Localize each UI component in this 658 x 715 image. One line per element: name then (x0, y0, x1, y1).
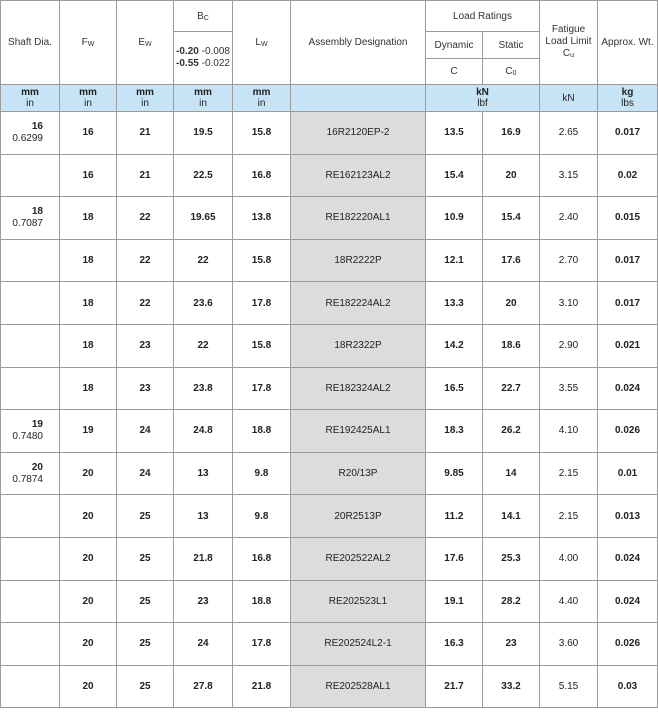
unit-ew: mm in (117, 85, 174, 112)
header-approx-weight: Approx. Wt. (598, 1, 658, 85)
fatigue-limit-cell: 4.00 (540, 537, 598, 580)
assembly-designation-cell: RE202524L2-1 (291, 623, 426, 666)
fw-cell: 20 (60, 623, 117, 666)
ew-cell: 22 (117, 197, 174, 240)
lw-cell: 16.8 (233, 154, 291, 197)
table-row (1, 197, 658, 240)
lw-cell: 16.8 (233, 537, 291, 580)
fw-cell: 16 (60, 154, 117, 197)
unit-weight: kg lbs (598, 85, 658, 112)
shaft-dia-cell (1, 452, 60, 495)
shaft-in: 0.7087 (12, 217, 43, 229)
header-fatigue-load-limit: Fatigue Load Limit Cu (540, 1, 598, 85)
static-load-cell: 23 (483, 623, 540, 666)
shaft-dia-cell (1, 367, 60, 410)
fw-cell: 18 (60, 197, 117, 240)
dynamic-load-cell: 16.3 (426, 623, 483, 666)
header-static: Static (483, 32, 540, 59)
static-load-cell: 26.2 (483, 410, 540, 453)
weight-cell: 0.026 (598, 623, 658, 666)
dynamic-load-cell: 14.2 (426, 324, 483, 367)
table-row (1, 580, 658, 623)
static-load-cell: 28.2 (483, 580, 540, 623)
shaft-mm: 18 (31, 205, 43, 217)
unit-load-ratings: kN lbf (426, 85, 540, 112)
ew-cell: 25 (117, 665, 174, 708)
assembly-designation-cell: 18R2322P (291, 324, 426, 367)
weight-cell: 0.026 (598, 410, 658, 453)
weight-cell: 0.02 (598, 154, 658, 197)
ew-cell: 25 (117, 623, 174, 666)
bc-cell: 23.8 (174, 367, 233, 410)
shaft-dia-cell (1, 112, 60, 155)
assembly-designation-cell: RE192425AL1 (291, 410, 426, 453)
bc-cell: 13 (174, 452, 233, 495)
units-row (1, 85, 658, 112)
fw-cell: 18 (60, 239, 117, 282)
lw-cell: 9.8 (233, 495, 291, 538)
shaft-in: 0.7480 (12, 430, 43, 442)
shaft-dia-cell (1, 580, 60, 623)
header-c: C (426, 59, 483, 85)
fw-cell: 20 (60, 537, 117, 580)
fw-cell: 20 (60, 495, 117, 538)
lw-cell: 15.8 (233, 324, 291, 367)
shaft-dia-cell (1, 665, 60, 708)
bc-cell: 23 (174, 580, 233, 623)
bc-cell: 27.8 (174, 665, 233, 708)
shaft-dia-cell (1, 623, 60, 666)
static-load-cell: 16.9 (483, 112, 540, 155)
header-lw: LW (233, 1, 291, 85)
shaft-in: 0.7874 (12, 473, 43, 485)
dynamic-load-cell: 18.3 (426, 410, 483, 453)
table-row (1, 154, 658, 197)
table-row (1, 112, 658, 155)
weight-cell: 0.017 (598, 239, 658, 282)
dynamic-load-cell: 13.3 (426, 282, 483, 325)
shaft-dia-cell (1, 239, 60, 282)
shaft-in: 0.6299 (12, 132, 43, 144)
static-load-cell: 14.1 (483, 495, 540, 538)
bc-cell: 22 (174, 239, 233, 282)
data-rows (1, 112, 658, 708)
table-row (1, 410, 658, 453)
header-dynamic: Dynamic (426, 32, 483, 59)
bc-cell: 22.5 (174, 154, 233, 197)
assembly-designation-cell: RE182324AL2 (291, 367, 426, 410)
weight-cell: 0.01 (598, 452, 658, 495)
assembly-designation-cell: R20/13P (291, 452, 426, 495)
fatigue-limit-cell: 3.60 (540, 623, 598, 666)
fatigue-limit-cell: 2.15 (540, 495, 598, 538)
shaft-dia-cell (1, 197, 60, 240)
static-load-cell: 20 (483, 154, 540, 197)
shaft-dia-cell (1, 410, 60, 453)
lw-cell: 21.8 (233, 665, 291, 708)
assembly-designation-cell: 20R2513P (291, 495, 426, 538)
lw-cell: 15.8 (233, 239, 291, 282)
ew-cell: 25 (117, 495, 174, 538)
bc-cell: 13 (174, 495, 233, 538)
bc-cell: 24.8 (174, 410, 233, 453)
static-load-cell: 25.3 (483, 537, 540, 580)
table-row (1, 367, 658, 410)
static-load-cell: 33.2 (483, 665, 540, 708)
dynamic-load-cell: 19.1 (426, 580, 483, 623)
dynamic-load-cell: 11.2 (426, 495, 483, 538)
lw-cell: 13.8 (233, 197, 291, 240)
bc-cell: 19.5 (174, 112, 233, 155)
fw-cell: 18 (60, 282, 117, 325)
shaft-dia-cell (1, 495, 60, 538)
dynamic-load-cell: 21.7 (426, 665, 483, 708)
fw-cell: 16 (60, 112, 117, 155)
static-load-cell: 18.6 (483, 324, 540, 367)
shaft-dia-cell (1, 154, 60, 197)
assembly-designation-cell: RE182220AL1 (291, 197, 426, 240)
fw-cell: 20 (60, 580, 117, 623)
assembly-designation-cell: 16R2120EP-2 (291, 112, 426, 155)
lw-cell: 17.8 (233, 367, 291, 410)
assembly-designation-cell: RE162123AL2 (291, 154, 426, 197)
header-bc-tolerance: -0.20 -0.008 -0.55 -0.022 (174, 32, 233, 85)
lw-cell: 15.8 (233, 112, 291, 155)
weight-cell: 0.013 (598, 495, 658, 538)
shaft-dia-cell (1, 324, 60, 367)
static-load-cell: 20 (483, 282, 540, 325)
table-row (1, 537, 658, 580)
header-ew: EW (117, 1, 174, 85)
dynamic-load-cell: 13.5 (426, 112, 483, 155)
dynamic-load-cell: 9.85 (426, 452, 483, 495)
bc-cell: 24 (174, 623, 233, 666)
assembly-designation-cell: RE202523L1 (291, 580, 426, 623)
unit-lw: mm in (233, 85, 291, 112)
static-load-cell: 17.6 (483, 239, 540, 282)
fw-cell: 18 (60, 367, 117, 410)
weight-cell: 0.015 (598, 197, 658, 240)
shaft-mm: 16 (31, 120, 43, 132)
fatigue-limit-cell: 2.65 (540, 112, 598, 155)
weight-cell: 0.03 (598, 665, 658, 708)
fw-cell: 18 (60, 324, 117, 367)
bc-cell: 21.8 (174, 537, 233, 580)
ew-cell: 25 (117, 537, 174, 580)
fw-cell: 20 (60, 452, 117, 495)
static-load-cell: 14 (483, 452, 540, 495)
dynamic-load-cell: 12.1 (426, 239, 483, 282)
unit-bc: mm in (174, 85, 233, 112)
ew-cell: 21 (117, 112, 174, 155)
ew-cell: 23 (117, 367, 174, 410)
shaft-dia-cell (1, 282, 60, 325)
lw-cell: 9.8 (233, 452, 291, 495)
dynamic-load-cell: 15.4 (426, 154, 483, 197)
fatigue-limit-cell: 4.10 (540, 410, 598, 453)
shaft-mm: 20 (31, 461, 43, 473)
lw-cell: 17.8 (233, 623, 291, 666)
lw-cell: 18.8 (233, 580, 291, 623)
fatigue-limit-cell: 2.70 (540, 239, 598, 282)
dynamic-load-cell: 10.9 (426, 197, 483, 240)
ew-cell: 23 (117, 324, 174, 367)
fatigue-limit-cell: 2.40 (540, 197, 598, 240)
unit-shaft: mm in (1, 85, 60, 112)
bc-cell: 23.6 (174, 282, 233, 325)
weight-cell: 0.021 (598, 324, 658, 367)
ew-cell: 24 (117, 410, 174, 453)
fatigue-limit-cell: 2.15 (540, 452, 598, 495)
fatigue-limit-cell: 3.10 (540, 282, 598, 325)
unit-fatigue: kN (540, 85, 598, 112)
weight-cell: 0.024 (598, 580, 658, 623)
shaft-dia-cell (1, 537, 60, 580)
table-row (1, 452, 658, 495)
lw-cell: 18.8 (233, 410, 291, 453)
table-row (1, 239, 658, 282)
ew-cell: 21 (117, 154, 174, 197)
fatigue-limit-cell: 4.40 (540, 580, 598, 623)
weight-cell: 0.024 (598, 537, 658, 580)
fw-cell: 20 (60, 665, 117, 708)
ew-cell: 25 (117, 580, 174, 623)
static-load-cell: 15.4 (483, 197, 540, 240)
ew-cell: 22 (117, 239, 174, 282)
fatigue-limit-cell: 5.15 (540, 665, 598, 708)
header-shaft-dia: Shaft Dia. (1, 1, 60, 85)
fatigue-limit-cell: 2.90 (540, 324, 598, 367)
fw-cell: 19 (60, 410, 117, 453)
assembly-designation-cell: RE202528AL1 (291, 665, 426, 708)
weight-cell: 0.017 (598, 282, 658, 325)
ew-cell: 22 (117, 282, 174, 325)
header-assembly-designation: Assembly Designation (291, 1, 426, 85)
bc-cell: 19.65 (174, 197, 233, 240)
weight-cell: 0.024 (598, 367, 658, 410)
dynamic-load-cell: 17.6 (426, 537, 483, 580)
fatigue-limit-cell: 3.55 (540, 367, 598, 410)
table-row (1, 665, 658, 708)
shaft-mm: 19 (31, 418, 43, 430)
header-bc: BC (174, 1, 233, 32)
header-c0: C0 (483, 59, 540, 85)
table-row (1, 282, 658, 325)
ew-cell: 24 (117, 452, 174, 495)
assembly-designation-cell: RE202522AL2 (291, 537, 426, 580)
weight-cell: 0.017 (598, 112, 658, 155)
unit-assembly (291, 85, 426, 112)
static-load-cell: 22.7 (483, 367, 540, 410)
assembly-designation-cell: RE182224AL2 (291, 282, 426, 325)
dynamic-load-cell: 16.5 (426, 367, 483, 410)
assembly-designation-cell: 18R2222P (291, 239, 426, 282)
bc-cell: 22 (174, 324, 233, 367)
fatigue-limit-cell: 3.15 (540, 154, 598, 197)
table-row (1, 324, 658, 367)
unit-fw: mm in (60, 85, 117, 112)
lw-cell: 17.8 (233, 282, 291, 325)
table-row (1, 495, 658, 538)
table-row (1, 623, 658, 666)
header-fw: FW (60, 1, 117, 85)
header-load-ratings: Load Ratings (426, 1, 540, 32)
